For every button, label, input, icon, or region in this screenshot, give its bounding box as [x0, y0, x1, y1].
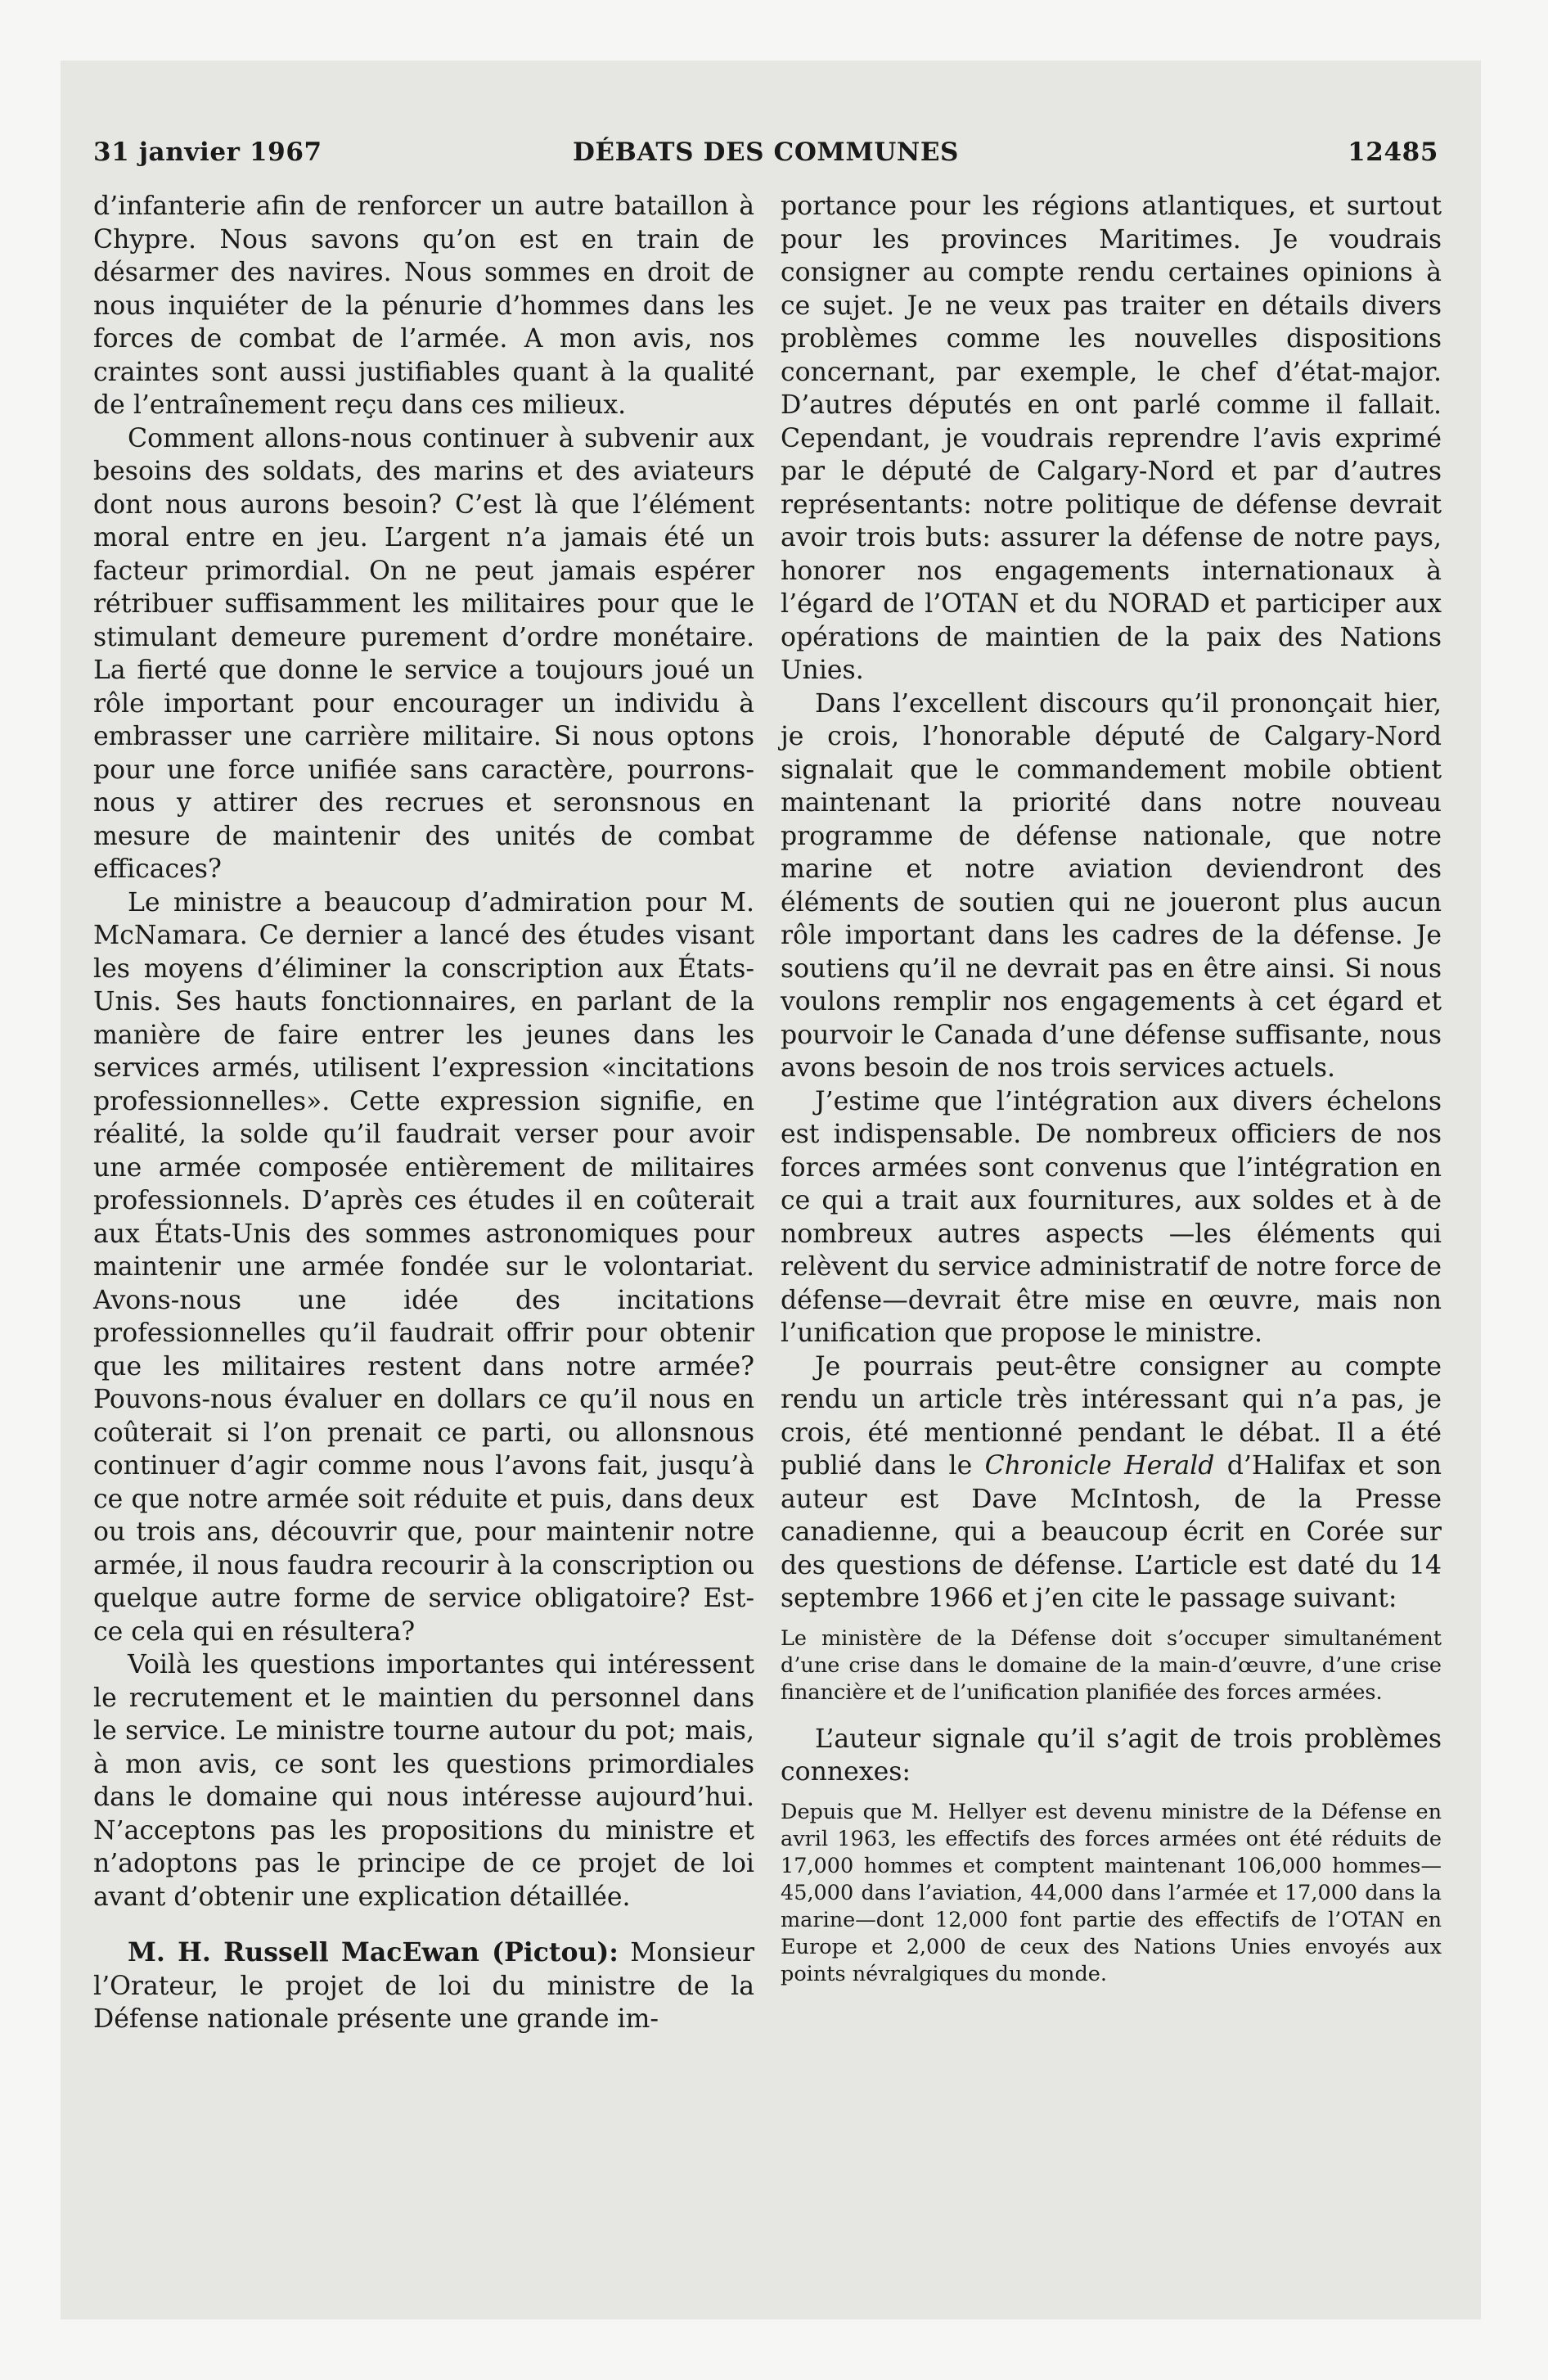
newspaper-title: Chronicle Herald	[984, 1451, 1215, 1481]
paragraph: Voilà les questions importantes qui intéressent le recrutement et le maintien du personnel dans le service. Le ministre tourne autour du pot; mais, à mon avis, ce sont les questions primordiales dans le domaine qui nous intéresse aujourd’hui. N’acceptons pas les propositions du ministre et n’adoptons pas le principe de ce projet de loi avant d’obtenir une explication détaillée.	[93, 1650, 754, 1912]
right-column	[781, 190, 1442, 2004]
speaker-text: Monsieur l’Orateur, le projet de loi du ministre de la Défense nationale présente une grande im-	[93, 1938, 754, 2034]
speaker-name: M. H. Russell MacEwan (Pictou):	[128, 1937, 619, 1968]
page-header	[93, 137, 1438, 170]
header-title: DÉBATS DES COMMUNES	[572, 137, 960, 167]
block-quote: Depuis que M. Hellyer est devenu ministre de la Défense en avril 1963, les effectifs des forces armées ont été réduits de 17,000 hommes et comptent maintenant 106,000 hommes—45,000 dans l’aviation, 44,000 dans l’armée et 17,000 dans la marine—dont 12,000 font partie des effectifs de l’OTAN en Europe et 2,000 de ceux des Nations Unies envoyés aux points névralgiques du monde.	[781, 1799, 1442, 1986]
paragraph-text: d’Halifax et son auteur est Dave McIntosh, de la Presse canadienne, qui a beaucoup écrit en Corée sur des questions de défense. L’article est daté du 14 septembre 1966 et j’en cite le passage suivant:	[781, 1451, 1442, 1613]
paragraph: Le ministre a beaucoup d’admiration pour M. McNamara. Ce dernier a lancé des études visant les moyens d’éliminer la conscription aux États-Unis. Ses hauts fonctionnaires, en parlant de la manière de faire entrer les jeunes dans les services armés, utilisent l’expression «incitations professionnelles». Cette expression signifie, en réalité, la solde qu’il faudrait verser pour avoir une armée composée entièrement de militaires professionnels. D’après ces études il en coûterait aux États-Unis des sommes astronomiques pour maintenir une armée fondée sur le volontariat. Avons-nous une idée des incitations professionnelles qu’il faudrait offrir pour obtenir que les militaires restent dans notre armée? Pouvons-nous évaluer en dollars ce qu’il nous en coûterait si l’on prenait ce parti, ou allonsnous continuer d’agir comme nous l’avons fait, jusqu’à ce que notre armée soit réduite et puis, dans deux ou trois ans, découvrir que, pour maintenir notre armée, il nous faudra recourir à la conscription ou quelque autre forme de service obligatoire? Est-ce cela qui en résultera?	[93, 887, 754, 1647]
paragraph: Dans l’excellent discours qu’il prononçait hier, je crois, l’honorable député de Calgary-Nord signalait que le commandement mobile obtient maintenant la priorité dans notre nouveau programme de défense nationale, que notre marine et notre aviation deviendront des éléments de soutien qui ne joueront plus aucun rôle important dans les cadres de la défense. Je soutiens qu’il ne devrait pas en être ainsi. Si nous voulons remplir nos engagements à cet égard et pourvoir le Canada d’une défense suffisante, nous avons besoin de nos trois services actuels.	[781, 688, 1442, 1083]
paragraph: d’infanterie afin de renforcer un autre bataillon à Chypre. Nous savons qu’on est en train de désarmer des navires. Nous sommes en droit de nous inquiéter de la pénurie d’hommes dans les forces de combat de l’armée. A mon avis, nos craintes sont aussi justifiables quant à la qualité de l’entraînement reçu dans ces milieux.	[93, 192, 754, 420]
paragraph-text: Je pourrais peut-être consigner au compte rendu un article très intéressant qui n’a pas, je crois, été mentionné pendant le débat. Il a été publié dans le	[781, 1351, 1442, 1481]
paragraph	[781, 1350, 1442, 1616]
paragraph: portance pour les régions atlantiques, et surtout pour les provinces Maritimes. Je voudrais consigner au compte rendu certaines opinions à ce sujet. Je ne veux pas traiter en détails divers problèmes comme les nouvelles dispositions concernant, par exemple, le chef d’état-major. D’autres députés en ont parlé comme il fallait. Cependant, je voudrais reprendre l’avis exprimé par le député de Calgary-Nord et par d’autres représentants: notre politique de défense devrait avoir trois buts: assurer la défense de notre pays, honorer nos engagements internationaux à l’égard de l’OTAN et du NORAD et participer aux opérations de maintien de la paix des Nations Unies.	[781, 192, 1442, 685]
speaker-paragraph	[93, 1936, 754, 2036]
header-page-number: 12485	[1348, 137, 1438, 167]
header-date: 31 janvier 1967	[93, 137, 322, 167]
left-column	[93, 190, 754, 2036]
block-quote: Le ministère de la Défense doit s’occuper simultanément d’une crise dans le domaine de la main-d’œuvre, d’une crise financière et de l’unification planifiée des forces armées.	[781, 1625, 1442, 1705]
paragraph: Comment allons-nous continuer à subvenir aux besoins des soldats, des marins et des aviateurs dont nous aurons besoin? C’est là que l’élément moral entre en jeu. L’argent n’a jamais été un facteur primordial. On ne peut jamais espérer rétribuer suffisamment les militaires pour que le stimulant demeure purement d’ordre monétaire. La fierté que donne le service a toujours joué un rôle important pour encourager un individu à embrasser une carrière militaire. Si nous optons pour une force unifiée sans caractère, pourrons-nous y attirer des recrues et seronsnous en mesure de maintenir des unités de combat efficaces?	[93, 423, 754, 884]
paragraph: J’estime que l’intégration aux divers échelons est indispensable. De nombreux officiers de nos forces armées sont convenus que l’intégration en ce qui a trait aux fournitures, aux soldes et à de nombreux autres aspects —les éléments qui relèvent du service administratif de notre force de défense—devrait être mise en œuvre, mais non l’unification que propose le ministre.	[781, 1086, 1442, 1348]
paragraph: L’auteur signale qu’il s’agit de trois problèmes connexes:	[781, 1724, 1442, 1787]
